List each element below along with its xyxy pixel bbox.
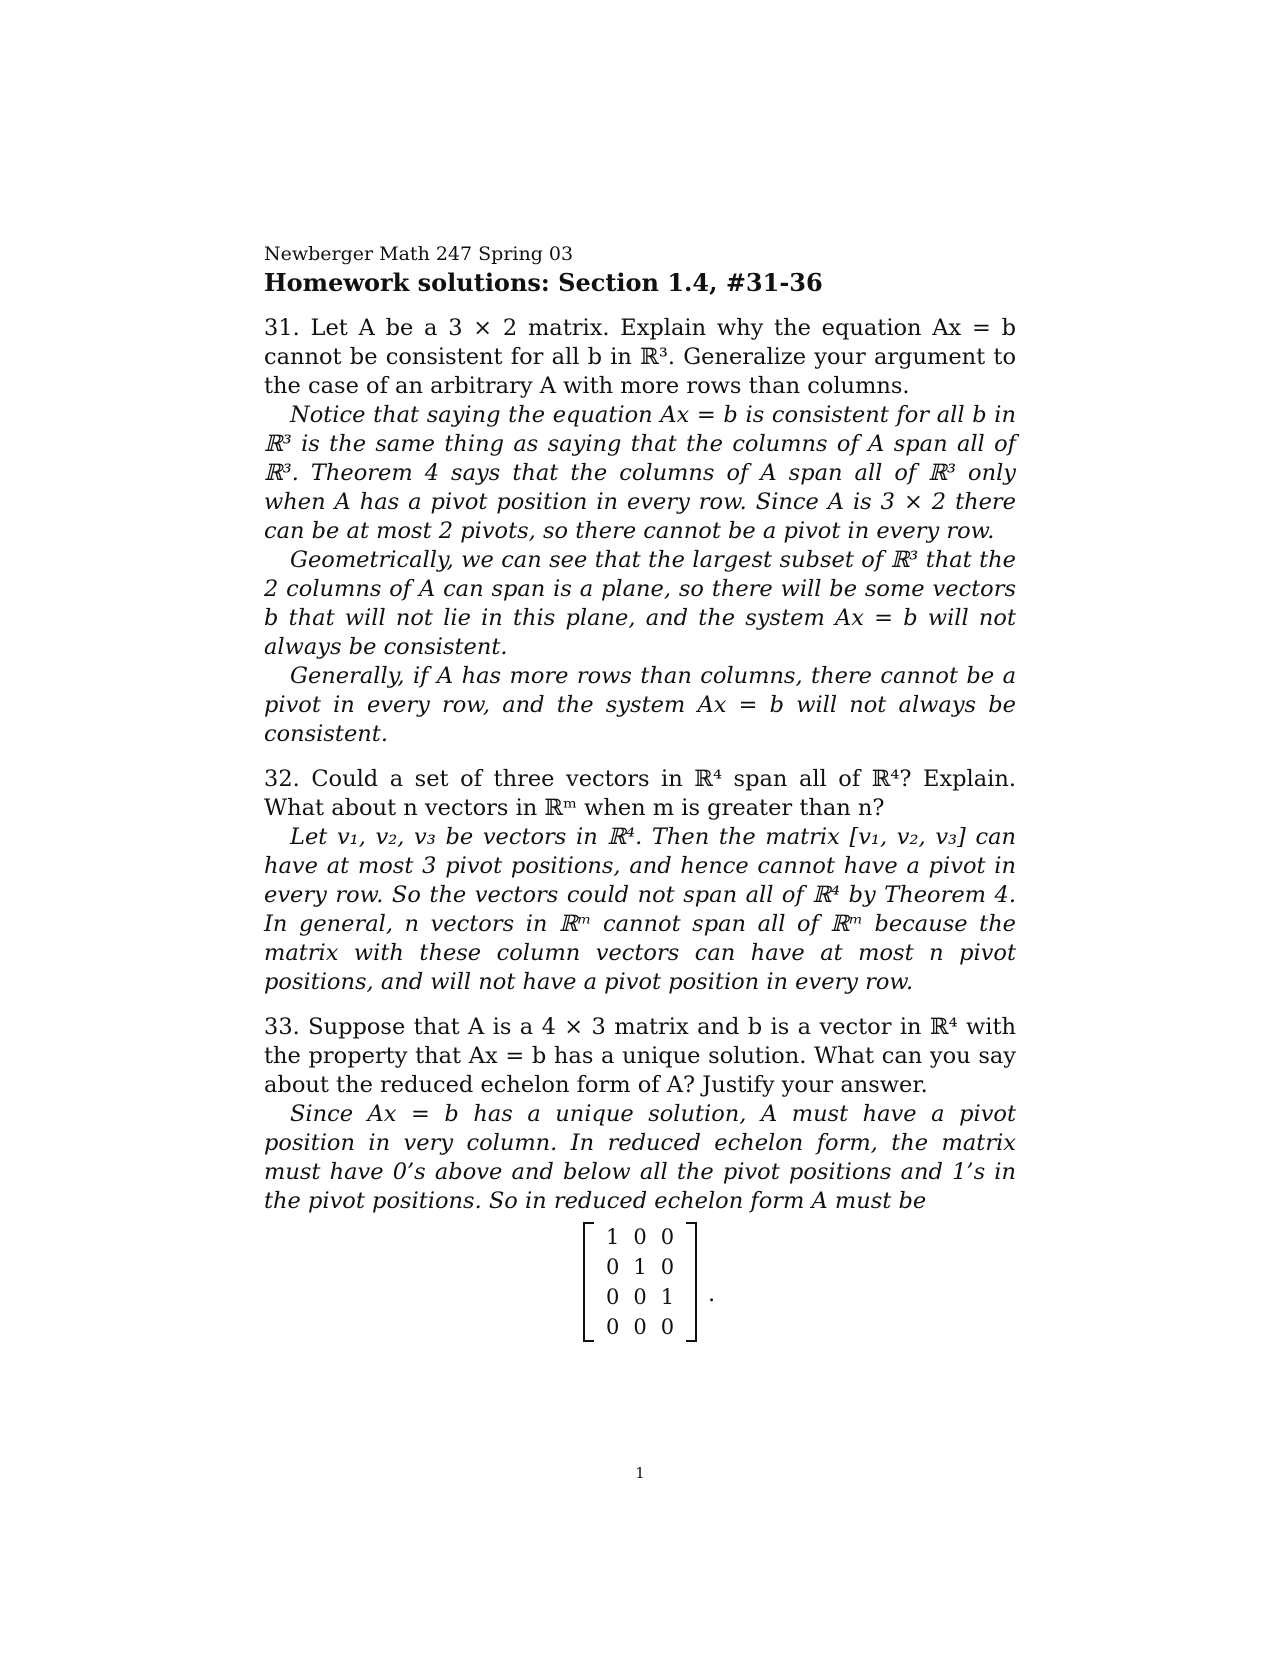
matrix-row — [599, 1222, 681, 1252]
page-title: Homework solutions: Section 1.4, #31-36 — [264, 268, 823, 297]
matrix-row — [599, 1282, 681, 1312]
matrix-row — [599, 1252, 681, 1282]
solution-paragraph: Notice that saying the equation Ax = b is consistent for all b in ℝ³ is the same thing as saying that the columns of A span all of ℝ³. Theorem 4 says that the columns of A span all of ℝ³ only when A has a pivot position in every row. Since A is 3 × 2 there can be at most 2 pivots, so there cannot be a pivot in every row. — [264, 402, 1016, 544]
document-page — [264, 242, 1016, 1366]
reduced-echelon-matrix — [583, 1222, 697, 1342]
course-header: Newberger Math 247 Spring 03 — [264, 243, 574, 265]
matrix-row — [599, 1312, 681, 1342]
problem-statement: 33. Suppose that A is a 4 × 3 matrix and b is a vector in ℝ⁴ with the property that Ax = b has a unique solution. What can you say about the reduced echelon form of A? Justify your answer. — [264, 1014, 1016, 1098]
matrix-cell: 0 — [660, 1314, 675, 1339]
matrix-cell: 0 — [633, 1284, 647, 1309]
matrix-cell: 0 — [605, 1314, 620, 1339]
solution-paragraph: Geometrically, we can see that the largest subset of ℝ³ that the 2 columns of A can span is a plane, so there will be some vectors b that will not lie in this plane, and the system Ax = b will not always be consistent. — [264, 547, 1016, 660]
solution-paragraph: Generally, if A has more rows than columns, there cannot be a pivot in every row, and the system Ax = b will not always be consistent. — [264, 663, 1016, 747]
problem-32 — [264, 765, 1016, 997]
matrix-cell: 1 — [605, 1224, 620, 1249]
matrix-cell: 0 — [605, 1284, 620, 1309]
matrix-display — [264, 1222, 1016, 1350]
matrix-cell: 0 — [660, 1224, 675, 1249]
problem-33 — [264, 1013, 1016, 1350]
problem-31 — [264, 314, 1016, 749]
matrix-cell: 0 — [660, 1254, 675, 1279]
problem-statement: 32. Could a set of three vectors in ℝ⁴ span all of ℝ⁴? Explain. What about n vectors in ℝᵐ when m is greater than n? — [264, 766, 1016, 821]
solution-paragraph: Let v₁, v₂, v₃ be vectors in ℝ⁴. Then the matrix [v₁, v₂, v₃] can have at most 3 pivot positions, and hence cannot have a pivot in every row. So the vectors could not span all of ℝ⁴ by Theorem 4. In general, n vectors in ℝᵐ cannot span all of ℝᵐ because the matrix with these column vectors can have at most n pivot positions, and will not have a pivot position in every row. — [264, 824, 1016, 995]
problem-statement: 31. Let A be a 3 × 2 matrix. Explain why the equation Ax = b cannot be consistent for all b in ℝ³. Generalize your argument to the case of an arbitrary A with more rows than columns. — [264, 315, 1016, 399]
matrix-cell: 1 — [633, 1254, 647, 1279]
page-number: 1 — [635, 1464, 645, 1482]
matrix-cell: 0 — [633, 1314, 647, 1339]
matrix-cell: 1 — [660, 1284, 675, 1309]
matrix-cell: 0 — [633, 1224, 647, 1249]
matrix-period: . — [708, 1281, 716, 1307]
matrix-cell: 0 — [605, 1254, 620, 1279]
solution-paragraph: Since Ax = b has a unique solution, A must have a pivot position in very column. In reduced echelon form, the matrix must have 0’s above and below all the pivot positions and 1’s in the pivot positions. So in reduced echelon form A must be — [264, 1101, 1016, 1214]
